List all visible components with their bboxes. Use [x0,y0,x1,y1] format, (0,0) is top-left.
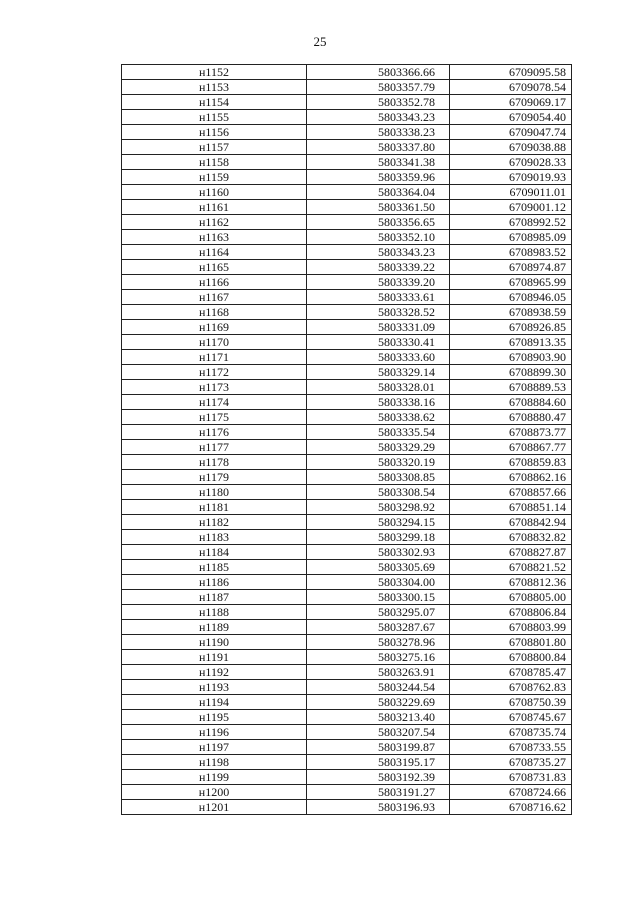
point-id-cell: н1175 [122,410,307,425]
point-id-cell: н1197 [122,740,307,755]
x-coordinate-cell: 5803191.27 [307,785,450,800]
table-row [122,485,572,500]
table-row [122,320,572,335]
table-row [122,665,572,680]
table-row [122,350,572,365]
y-coordinate-cell: 6709095.58 [450,65,572,80]
x-coordinate-cell: 5803263.91 [307,665,450,680]
x-coordinate-cell: 5803298.92 [307,500,450,515]
point-id-cell: н1171 [122,350,307,365]
point-id-cell: н1161 [122,200,307,215]
table-row [122,290,572,305]
table-row [122,590,572,605]
y-coordinate-cell: 6708803.99 [450,620,572,635]
y-coordinate-cell: 6708827.87 [450,545,572,560]
point-id-cell: н1166 [122,275,307,290]
x-coordinate-cell: 5803343.23 [307,110,450,125]
x-coordinate-cell: 5803339.22 [307,260,450,275]
table-row [122,545,572,560]
x-coordinate-cell: 5803213.40 [307,710,450,725]
table-row [122,695,572,710]
page-number: 25 [313,34,327,49]
point-id-cell: н1194 [122,695,307,710]
table-row [122,155,572,170]
point-id-cell: н1200 [122,785,307,800]
point-id-cell: н1192 [122,665,307,680]
x-coordinate-cell: 5803329.14 [307,365,450,380]
y-coordinate-cell: 6709038.88 [450,140,572,155]
y-coordinate-cell: 6708735.74 [450,725,572,740]
x-coordinate-cell: 5803352.10 [307,230,450,245]
x-coordinate-cell: 5803359.96 [307,170,450,185]
table-row [122,65,572,80]
table-row [122,125,572,140]
point-id-cell: н1181 [122,500,307,515]
point-id-cell: н1191 [122,650,307,665]
point-id-cell: н1167 [122,290,307,305]
point-id-cell: н1158 [122,155,307,170]
x-coordinate-cell: 5803331.09 [307,320,450,335]
y-coordinate-cell: 6708992.52 [450,215,572,230]
y-coordinate-cell: 6709001.12 [450,200,572,215]
y-coordinate-cell: 6708974.87 [450,260,572,275]
x-coordinate-cell: 5803320.19 [307,455,450,470]
x-coordinate-cell: 5803343.23 [307,245,450,260]
coordinates-table-body [122,65,572,815]
table-row [122,500,572,515]
y-coordinate-cell: 6708745.67 [450,710,572,725]
table-row [122,635,572,650]
table-row [122,230,572,245]
y-coordinate-cell: 6708851.14 [450,500,572,515]
y-coordinate-cell: 6709054.40 [450,110,572,125]
x-coordinate-cell: 5803300.15 [307,590,450,605]
x-coordinate-cell: 5803357.79 [307,80,450,95]
y-coordinate-cell: 6708880.47 [450,410,572,425]
table-row [122,725,572,740]
table-row [122,215,572,230]
point-id-cell: н1153 [122,80,307,95]
y-coordinate-cell: 6708862.16 [450,470,572,485]
point-id-cell: н1187 [122,590,307,605]
x-coordinate-cell: 5803333.60 [307,350,450,365]
point-id-cell: н1196 [122,725,307,740]
point-id-cell: н1163 [122,230,307,245]
table-row [122,575,572,590]
x-coordinate-cell: 5803364.04 [307,185,450,200]
table-row [122,770,572,785]
x-coordinate-cell: 5803244.54 [307,680,450,695]
y-coordinate-cell: 6708946.05 [450,290,572,305]
point-id-cell: н1157 [122,140,307,155]
point-id-cell: н1182 [122,515,307,530]
point-id-cell: н1195 [122,710,307,725]
y-coordinate-cell: 6708938.59 [450,305,572,320]
y-coordinate-cell: 6708716.62 [450,800,572,815]
x-coordinate-cell: 5803287.67 [307,620,450,635]
point-id-cell: н1159 [122,170,307,185]
x-coordinate-cell: 5803308.54 [307,485,450,500]
y-coordinate-cell: 6708926.85 [450,320,572,335]
table-row [122,365,572,380]
x-coordinate-cell: 5803341.38 [307,155,450,170]
table-row [122,95,572,110]
y-coordinate-cell: 6708762.83 [450,680,572,695]
table-row [122,560,572,575]
point-id-cell: н1160 [122,185,307,200]
y-coordinate-cell: 6708724.66 [450,785,572,800]
table-row [122,395,572,410]
y-coordinate-cell: 6708806.84 [450,605,572,620]
point-id-cell: н1162 [122,215,307,230]
point-id-cell: н1154 [122,95,307,110]
point-id-cell: н1170 [122,335,307,350]
y-coordinate-cell: 6708842.94 [450,515,572,530]
y-coordinate-cell: 6708805.00 [450,590,572,605]
table-row [122,425,572,440]
point-id-cell: н1184 [122,545,307,560]
point-id-cell: н1199 [122,770,307,785]
point-id-cell: н1189 [122,620,307,635]
point-id-cell: н1186 [122,575,307,590]
table-row [122,680,572,695]
x-coordinate-cell: 5803195.17 [307,755,450,770]
x-coordinate-cell: 5803305.69 [307,560,450,575]
point-id-cell: н1178 [122,455,307,470]
y-coordinate-cell: 6708733.55 [450,740,572,755]
y-coordinate-cell: 6708867.77 [450,440,572,455]
y-coordinate-cell: 6708859.83 [450,455,572,470]
table-row [122,470,572,485]
x-coordinate-cell: 5803330.41 [307,335,450,350]
table-row [122,740,572,755]
table-row [122,440,572,455]
point-id-cell: н1165 [122,260,307,275]
point-id-cell: н1183 [122,530,307,545]
table-row [122,650,572,665]
x-coordinate-cell: 5803338.62 [307,410,450,425]
table-row [122,785,572,800]
table-row [122,275,572,290]
table-row [122,605,572,620]
y-coordinate-cell: 6709078.54 [450,80,572,95]
x-coordinate-cell: 5803338.23 [307,125,450,140]
y-coordinate-cell: 6708750.39 [450,695,572,710]
x-coordinate-cell: 5803302.93 [307,545,450,560]
table-row [122,140,572,155]
point-id-cell: н1201 [122,800,307,815]
point-id-cell: н1190 [122,635,307,650]
table-row [122,515,572,530]
table-row [122,410,572,425]
y-coordinate-cell: 6708812.36 [450,575,572,590]
point-id-cell: н1198 [122,755,307,770]
y-coordinate-cell: 6708903.90 [450,350,572,365]
point-id-cell: н1152 [122,65,307,80]
y-coordinate-cell: 6708965.99 [450,275,572,290]
table-row [122,200,572,215]
x-coordinate-cell: 5803352.78 [307,95,450,110]
x-coordinate-cell: 5803335.54 [307,425,450,440]
y-coordinate-cell: 6708801.80 [450,635,572,650]
y-coordinate-cell: 6708884.60 [450,395,572,410]
y-coordinate-cell: 6709069.17 [450,95,572,110]
y-coordinate-cell: 6708983.52 [450,245,572,260]
table-row [122,380,572,395]
point-id-cell: н1169 [122,320,307,335]
table-row [122,455,572,470]
x-coordinate-cell: 5803199.87 [307,740,450,755]
point-id-cell: н1174 [122,395,307,410]
y-coordinate-cell: 6708857.66 [450,485,572,500]
point-id-cell: н1164 [122,245,307,260]
point-id-cell: н1180 [122,485,307,500]
y-coordinate-cell: 6708913.35 [450,335,572,350]
x-coordinate-cell: 5803294.15 [307,515,450,530]
x-coordinate-cell: 5803333.61 [307,290,450,305]
x-coordinate-cell: 5803328.01 [307,380,450,395]
y-coordinate-cell: 6708821.52 [450,560,572,575]
x-coordinate-cell: 5803229.69 [307,695,450,710]
table-row [122,80,572,95]
point-id-cell: н1179 [122,470,307,485]
x-coordinate-cell: 5803338.16 [307,395,450,410]
point-id-cell: н1155 [122,110,307,125]
point-id-cell: н1176 [122,425,307,440]
y-coordinate-cell: 6708731.83 [450,770,572,785]
y-coordinate-cell: 6709011.01 [450,185,572,200]
y-coordinate-cell: 6708785.47 [450,665,572,680]
y-coordinate-cell: 6708735.27 [450,755,572,770]
x-coordinate-cell: 5803304.00 [307,575,450,590]
table-row [122,110,572,125]
point-id-cell: н1172 [122,365,307,380]
x-coordinate-cell: 5803328.52 [307,305,450,320]
y-coordinate-cell: 6708832.82 [450,530,572,545]
y-coordinate-cell: 6709047.74 [450,125,572,140]
x-coordinate-cell: 5803361.50 [307,200,450,215]
y-coordinate-cell: 6708873.77 [450,425,572,440]
coordinates-table [121,64,572,815]
y-coordinate-cell: 6708800.84 [450,650,572,665]
table-row [122,335,572,350]
x-coordinate-cell: 5803207.54 [307,725,450,740]
x-coordinate-cell: 5803366.66 [307,65,450,80]
x-coordinate-cell: 5803339.20 [307,275,450,290]
table-row [122,710,572,725]
y-coordinate-cell: 6708899.30 [450,365,572,380]
point-id-cell: н1177 [122,440,307,455]
table-row [122,185,572,200]
x-coordinate-cell: 5803196.93 [307,800,450,815]
table-row [122,305,572,320]
y-coordinate-cell: 6709019.93 [450,170,572,185]
x-coordinate-cell: 5803192.39 [307,770,450,785]
table-row [122,800,572,815]
x-coordinate-cell: 5803356.65 [307,215,450,230]
point-id-cell: н1185 [122,560,307,575]
table-row [122,260,572,275]
x-coordinate-cell: 5803308.85 [307,470,450,485]
x-coordinate-cell: 5803299.18 [307,530,450,545]
table-row [122,530,572,545]
table-row [122,245,572,260]
x-coordinate-cell: 5803278.96 [307,635,450,650]
point-id-cell: н1188 [122,605,307,620]
point-id-cell: н1168 [122,305,307,320]
x-coordinate-cell: 5803295.07 [307,605,450,620]
point-id-cell: н1173 [122,380,307,395]
x-coordinate-cell: 5803329.29 [307,440,450,455]
table-row [122,755,572,770]
x-coordinate-cell: 5803275.16 [307,650,450,665]
point-id-cell: н1193 [122,680,307,695]
point-id-cell: н1156 [122,125,307,140]
y-coordinate-cell: 6708889.53 [450,380,572,395]
table-row [122,620,572,635]
x-coordinate-cell: 5803337.80 [307,140,450,155]
y-coordinate-cell: 6709028.33 [450,155,572,170]
y-coordinate-cell: 6708985.09 [450,230,572,245]
table-row [122,170,572,185]
